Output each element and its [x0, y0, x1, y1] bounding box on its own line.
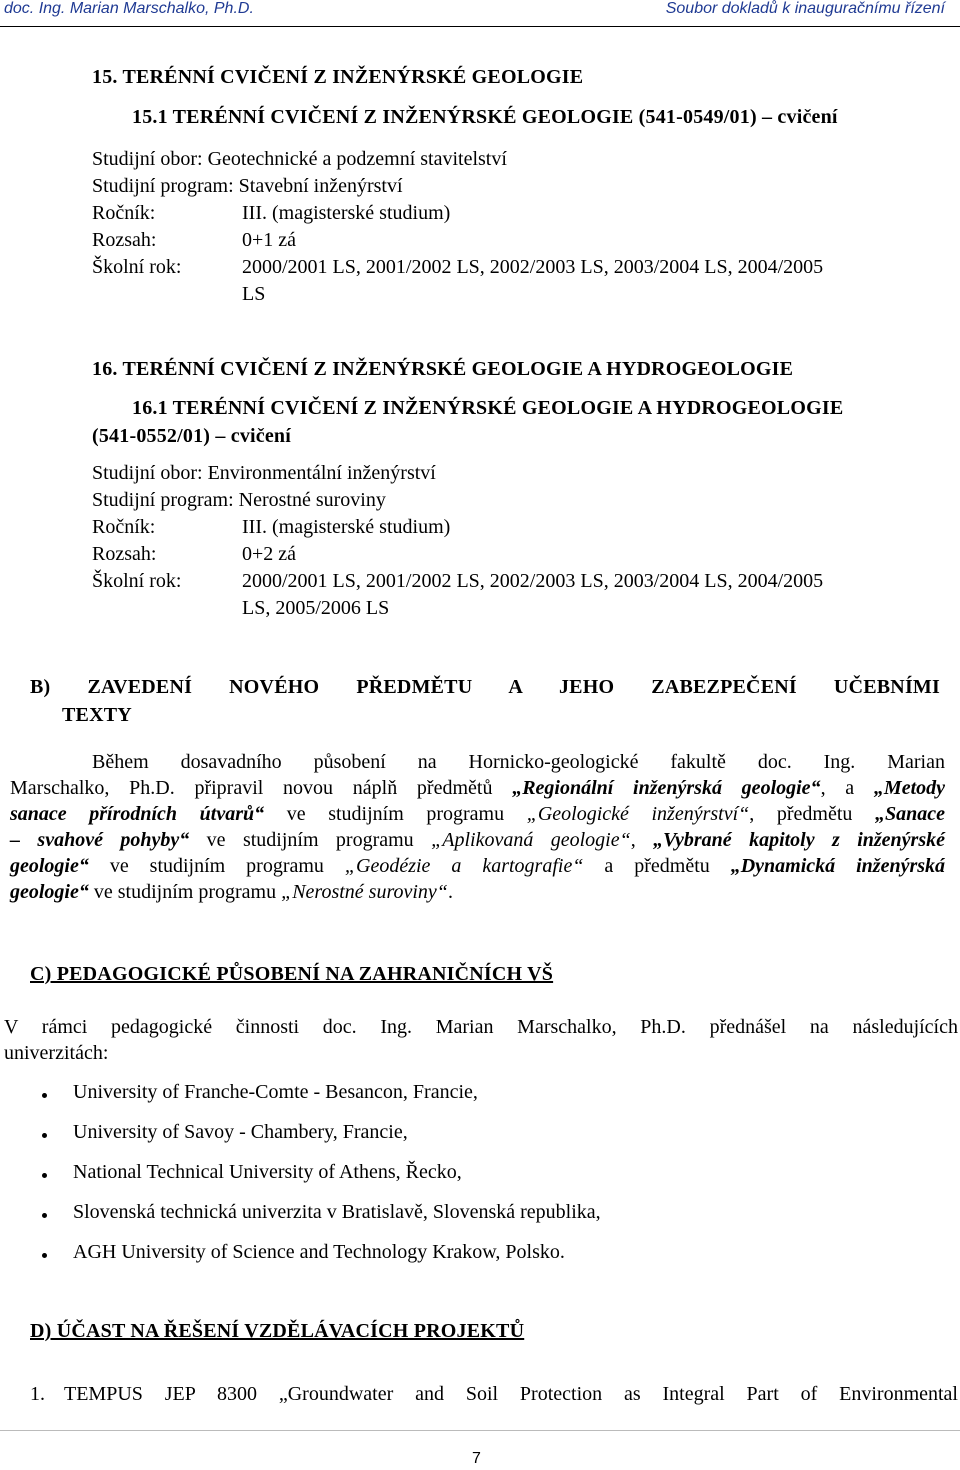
header-document-title: Soubor dokladů k inauguračnímu řízení — [665, 0, 945, 17]
bullet-dot — [42, 1213, 47, 1218]
course-regionalni: „Regionální inženýrská geologie“ — [512, 777, 821, 799]
section-b-line-4: – svahové pohyby“ ve studijním programu „Aplikovaná geologie“, „Vybrané kapitoly z inženýrské — [10, 829, 946, 851]
s16-rok-label: Školní rok: — [92, 570, 182, 592]
s15-obor: Studijní obor: Geotechnické a podzemní stavitelství — [92, 148, 507, 170]
program-aplikovana: „Aplikovaná geologie“ — [431, 829, 631, 851]
s16-rok-value-1: 2000/2001 LS, 2001/2002 LS, 2002/2003 LS, 2003/2004 LS, 2004/2005 — [242, 570, 824, 592]
header-rule — [0, 26, 960, 27]
project-item-number: 1. — [30, 1383, 45, 1405]
project-item-text: TEMPUS JEP 8300 „Groundwater and Soil Protection as Integral Part of Environmental — [64, 1383, 958, 1405]
program-geologicke: „Geologické inženýrství“ — [526, 803, 750, 825]
bullet-dot — [42, 1093, 47, 1098]
section-16-1-title-line1: 16.1 TERÉNNÍ CVIČENÍ Z INŽENÝRSKÉ GEOLOGIE A HYDROGEOLOGIE — [132, 397, 844, 419]
section-b-line-3: sanace přírodních útvarů“ ve studijním programu „Geologické inženýrství“, předmětu „Sanace — [10, 803, 945, 825]
s16-rocnik-value: III. (magisterské studium) — [242, 516, 451, 538]
page-number: 7 — [472, 1450, 481, 1467]
s16-program: Studijní program: Nerostné suroviny — [92, 489, 386, 511]
s15-rok-value-2: LS — [242, 283, 266, 305]
section-d-title: D) ÚČAST NA ŘEŠENÍ VZDĚLÁVACÍCH PROJEKTŮ — [30, 1320, 525, 1342]
section-16-title: 16. TERÉNNÍ CVIČENÍ Z INŽENÝRSKÉ GEOLOGIE A HYDROGEOLOGIE — [92, 358, 794, 380]
section-c-title: C) PEDAGOGICKÉ PŮSOBENÍ NA ZAHRANIČNÍCH VŠ — [30, 963, 554, 985]
s16-rozsah-label: Rozsah: — [92, 543, 157, 565]
s15-rok-label: Školní rok: — [92, 256, 182, 278]
bullet-dot — [42, 1173, 47, 1178]
s16-obor: Studijní obor: Environmentální inženýrství — [92, 462, 436, 484]
section-b-line-1: Během dosavadního působení na Hornicko-geologické fakultě doc. Ing. Marian — [92, 751, 945, 773]
section-b-line-2: Marschalko, Ph.D. připravil novou náplň předmětů „Regionální inženýrská geologie“, a „Metody — [10, 777, 945, 799]
s15-rozsah-label: Rozsah: — [92, 229, 157, 251]
university-item: University of Savoy - Chambery, Francie, — [73, 1121, 408, 1143]
section-c-intro-line1: V rámci pedagogické činnosti doc. Ing. Marian Marschalko, Ph.D. přednášel na následujících — [4, 1016, 958, 1038]
course-vybrane: „Vybrané kapitoly z inženýrské — [653, 829, 946, 851]
bullet-dot — [42, 1253, 47, 1258]
program-geodezie: „Geodézie a kartografie“ — [344, 855, 584, 877]
program-nerostne: „Nerostné suroviny“ — [281, 881, 448, 903]
section-b-line-5: geologie“ ve studijním programu „Geodézie a kartografie“ a předmětu „Dynamická inženýrská — [10, 855, 946, 877]
section-15-title: 15. TERÉNNÍ CVIČENÍ Z INŽENÝRSKÉ GEOLOGIE — [92, 66, 584, 88]
section-15-1-title: 15.1 TERÉNNÍ CVIČENÍ Z INŽENÝRSKÉ GEOLOGIE (541-0549/01) – cvičení — [132, 106, 838, 128]
section-b-line-6: geologie“ ve studijním programu „Nerostné suroviny“. — [10, 881, 453, 903]
section-c-intro-line2: univerzitách: — [4, 1042, 109, 1064]
university-item: University of Franche-Comte - Besancon, Francie, — [73, 1081, 478, 1103]
s15-rok-value-1: 2000/2001 LS, 2001/2002 LS, 2002/2003 LS, 2003/2004 LS, 2004/2005 — [242, 256, 824, 278]
footer-rule — [0, 1430, 960, 1431]
course-dynamicka: „Dynamická inženýrská — [730, 855, 946, 877]
s15-program: Studijní program: Stavební inženýrství — [92, 175, 403, 197]
university-item: Slovenská technická univerzita v Bratislavě, Slovenská republika, — [73, 1201, 601, 1223]
university-item: AGH University of Science and Technology Krakow, Polsko. — [73, 1241, 565, 1263]
course-metody: „Metody — [873, 777, 945, 799]
university-item: National Technical University of Athens, Řecko, — [73, 1161, 462, 1183]
s16-rozsah-value: 0+2 zá — [242, 543, 297, 565]
section-16-1-title-line2: (541-0552/01) – cvičení — [92, 425, 292, 447]
s15-rocnik-value: III. (magisterské studium) — [242, 202, 451, 224]
section-b-title-line2: TEXTY — [62, 704, 132, 726]
section-b-title-line1: B) ZAVEDENÍ NOVÉHO PŘEDMĚTU A JEHO ZABEZPEČENÍ UČEBNÍMI — [30, 676, 940, 698]
course-sanace: „Sanace — [875, 803, 945, 825]
bullet-dot — [42, 1133, 47, 1138]
s15-rozsah-value: 0+1 zá — [242, 229, 297, 251]
s15-rocnik-label: Ročník: — [92, 202, 156, 224]
s16-rok-value-2: LS, 2005/2006 LS — [242, 597, 390, 619]
section-b-paragraph — [10, 749, 945, 905]
s16-rocnik-label: Ročník: — [92, 516, 156, 538]
header-author: doc. Ing. Marian Marschalko, Ph.D. — [4, 0, 254, 17]
